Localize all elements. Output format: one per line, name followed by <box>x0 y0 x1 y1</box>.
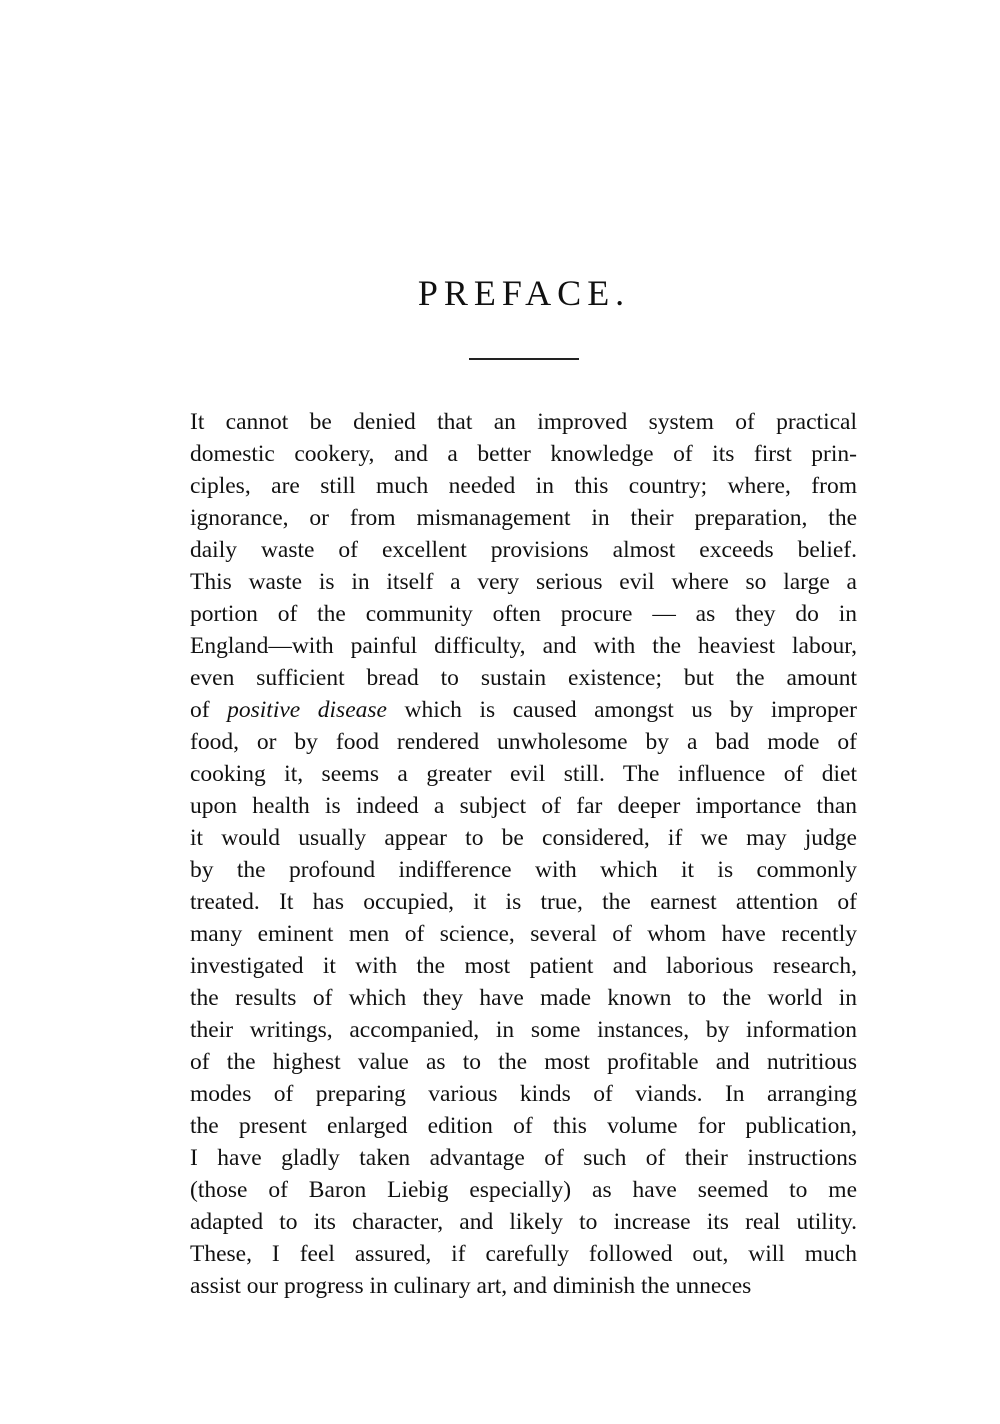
text-line-7: portion of the community often procure — as they do in <box>190 601 857 627</box>
text-line-13: upon health is indeed a subject of far deeper importance than <box>190 793 857 819</box>
text-line-6: This waste is in itself a very serious evil where so large a <box>190 569 857 595</box>
text-line-2: domestic cookery, and a better knowledge of its first prin- <box>190 441 857 467</box>
title-divider <box>469 358 579 360</box>
text-line-25: (those of Baron Liebig especially) as have seemed to me <box>190 1177 857 1203</box>
text-line-24: I have gladly taken advantage of such of their instructions <box>190 1145 857 1171</box>
text-line-26: adapted to its character, and likely to increase its real utility. <box>190 1209 857 1235</box>
text-line-15: by the profound indifference with which it is commonly <box>190 857 857 883</box>
text-line-22: modes of preparing various kinds of viands. In arranging <box>190 1081 857 1107</box>
text-line-21: of the highest value as to the most profitable and nutritious <box>190 1049 857 1075</box>
text-line-1: It cannot be denied that an improved system of practical <box>190 409 857 435</box>
text-line-14: it would usually appear to be considered, if we may judge <box>190 825 857 851</box>
text-line-12: cooking it, seems a greater evil still. The influence of diet <box>190 761 857 787</box>
text-line-16: treated. It has occupied, it is true, the earnest attention of <box>190 889 857 915</box>
text-line-28: assist our progress in culinary art, and diminish the unneces <box>190 1273 752 1299</box>
page-title: PREFACE. <box>417 273 631 313</box>
text-line-27: These, I feel assured, if carefully followed out, will much <box>190 1241 857 1267</box>
text-line-10: of positive disease which is caused amongst us by improper <box>190 697 857 723</box>
text-line-9: even sufficient bread to sustain existence; but the amount <box>190 665 857 691</box>
text-line-4: ignorance, or from mismanagement in their preparation, the <box>190 505 857 531</box>
text-line-11: food, or by food rendered unwholesome by a bad mode of <box>190 729 857 755</box>
text-line-3: ciples, are still much needed in this country; where, from <box>190 473 857 499</box>
text-line-23: the present enlarged edition of this volume for publication, <box>190 1113 857 1139</box>
text-line-5: daily waste of excellent provisions almost exceeds belief. <box>190 537 857 563</box>
emphasis-positive-disease: positive disease <box>227 697 387 723</box>
text-line-20: their writings, accompanied, in some instances, by information <box>190 1017 857 1043</box>
text-line-19: the results of which they have made known to the world in <box>190 985 857 1011</box>
text-line-17: many eminent men of science, several of whom have recently <box>190 921 857 947</box>
text-line-18: investigated it with the most patient and laborious research, <box>190 953 857 979</box>
text-line-8: England—with painful difficulty, and with the heaviest labour, <box>190 633 857 659</box>
preface-body <box>190 406 857 1302</box>
